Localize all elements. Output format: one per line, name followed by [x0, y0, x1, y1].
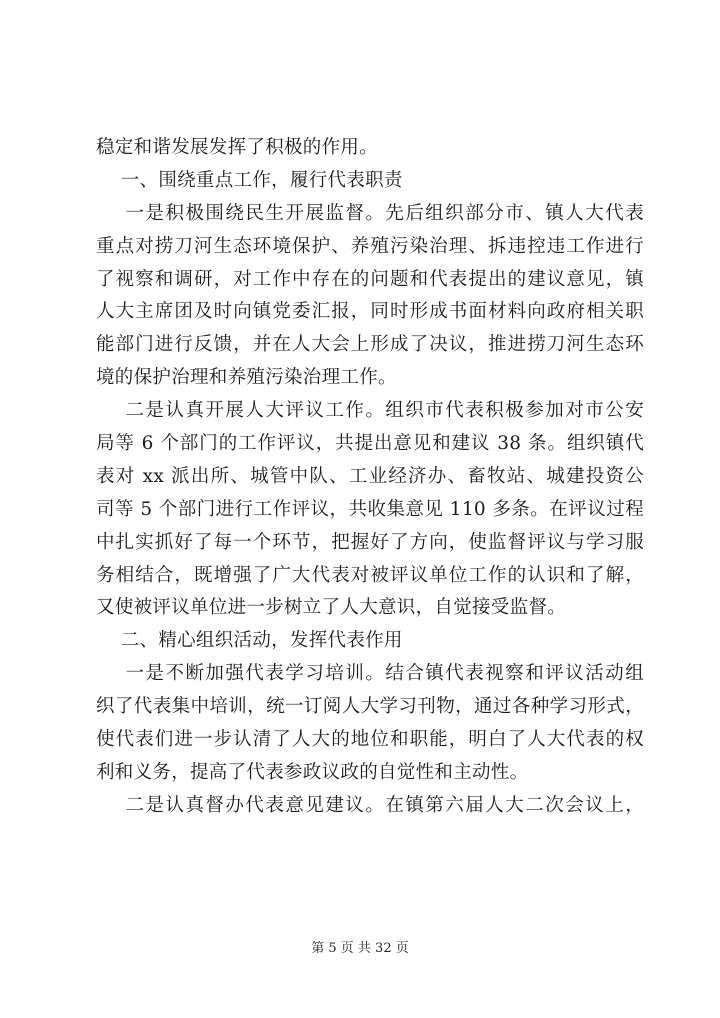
page-number-footer: 第 5 页 共 32 页 [311, 941, 409, 956]
text-line: 稳定和谐发展发挥了积极的作用。 [96, 137, 379, 158]
text-line: 使代表们进一步认清了人大的地位和职能，明白了人大代表的权 [96, 729, 644, 751]
text-line: 又使被评议单位进一步树立了人大意识，自觉接受监督。 [96, 597, 567, 619]
section-heading: 一、围绕重点工作，履行代表职责 [96, 169, 403, 191]
text-line: 织了代表集中培训，统一订阅人大学习刊物，通过各种学习形式， [96, 696, 644, 718]
text-line: 能部门进行反馈，并在人大会上形成了决议，推进捞刀河生态环 [96, 334, 644, 356]
text-line: 二是认真开展人大评议工作。组织市代表积极参加对市公安 [96, 400, 644, 422]
text-line: 一是积极围绕民生开展监督。先后组织部分市、镇人大代表 [96, 202, 644, 224]
text-line: 务相结合，既增强了广大代表对被评议单位工作的认识和了解， [96, 564, 644, 586]
document-body [96, 132, 644, 823]
text-line: 表对 xx 派出所、城管中队、工业经济办、畜牧站、城建投资公 [96, 465, 644, 487]
text-line: 人大主席团及时向镇党委汇报，同时形成书面材料向政府相关职 [96, 301, 644, 323]
text-line: 二是认真督办代表意见建议。在镇第六届人大二次会议上， [96, 794, 644, 816]
text-line: 境的保护治理和养殖污染治理工作。 [96, 367, 397, 389]
text-line: 中扎实抓好了每一个环节，把握好了方向，使监督评议与学习服 [96, 531, 644, 553]
text-line: 局等 6 个部门的工作评议，共提出意见和建议 38 条。组织镇代 [96, 433, 644, 455]
text-line: 司等 5 个部门进行工作评议，共收集意见 110 多条。在评议过程 [96, 498, 644, 520]
text-line: 重点对捞刀河生态环境保护、养殖污染治理、拆违控违工作进行 [96, 235, 644, 257]
text-line: 利和义务，提高了代表参政议政的自觉性和主动性。 [96, 761, 529, 783]
text-line: 了视察和调研，对工作中存在的问题和代表提出的建议意见，镇 [96, 268, 644, 290]
section-heading: 二、精心组织活动，发挥代表作用 [96, 630, 403, 652]
text-line: 一是不断加强代表学习培训。结合镇代表视察和评议活动组 [96, 663, 644, 685]
